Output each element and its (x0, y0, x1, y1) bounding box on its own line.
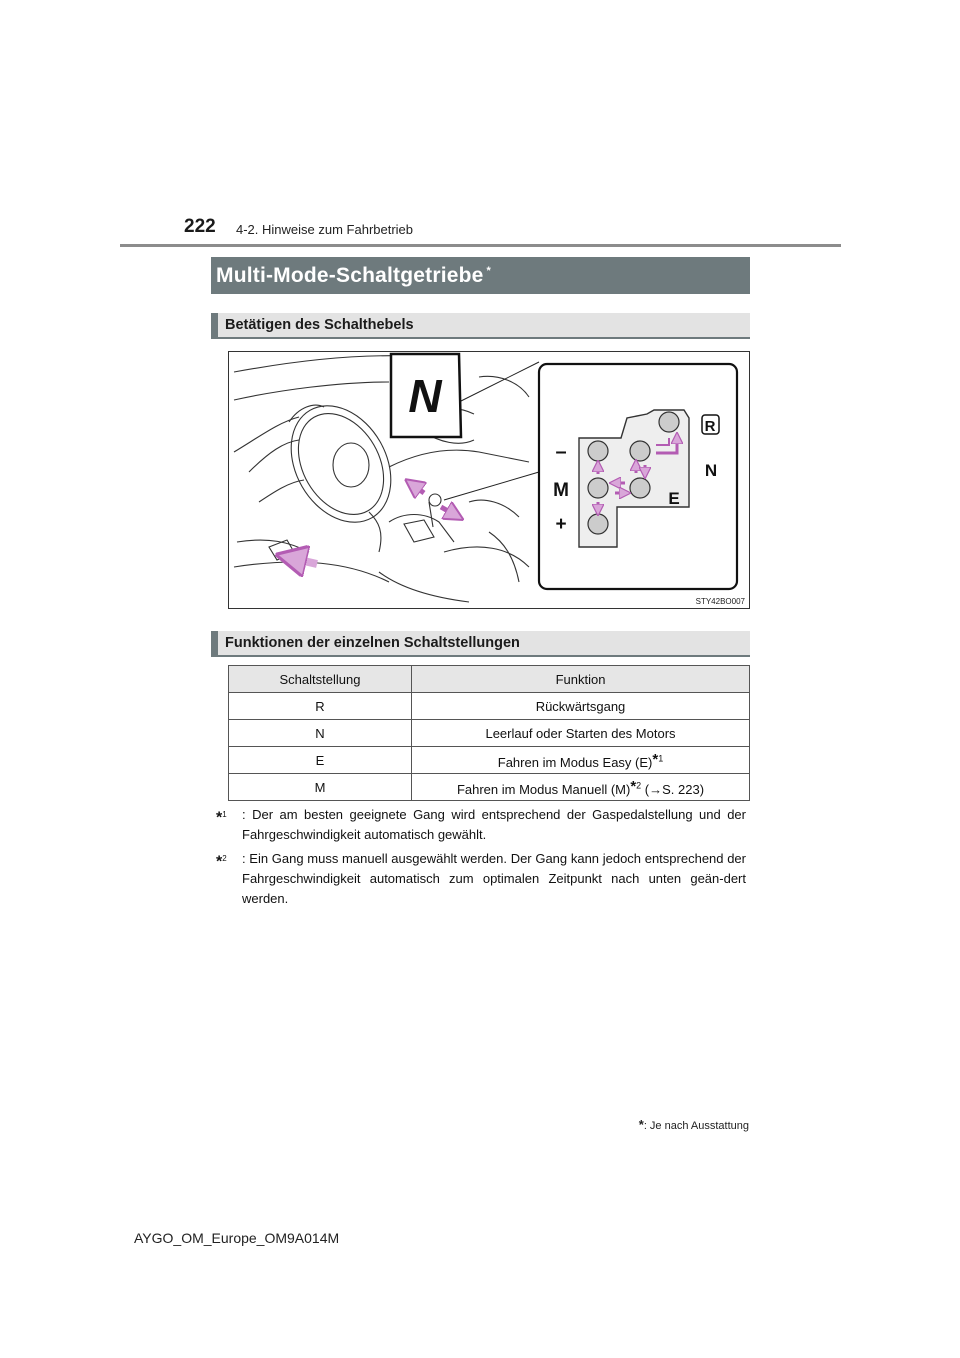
footnote-ref: 2 (636, 780, 642, 791)
table-header-row (229, 666, 750, 693)
brake-pedal-arrow (291, 558, 317, 564)
table-cell-position: N (229, 720, 412, 747)
header-rule (120, 244, 841, 247)
gate-m (588, 478, 608, 498)
shift-gate-inset (539, 364, 737, 589)
table-cell-function: Leerlauf oder Starten des Motors (412, 720, 750, 747)
page-number: 222 (184, 216, 216, 237)
table-cell-function: Fahren im Modus Manuell (M)*$^2$ (→S. 223) (412, 774, 750, 801)
table-cell-position: M (229, 774, 412, 801)
title-bar (211, 257, 750, 294)
gate-e (630, 478, 650, 498)
table-row (229, 747, 750, 774)
footnote-1: *$^1$ : Der am besten geeignete Gang wird entsprechend der Gaspedalstellung und der Fahrgeschwindigkeit automatisch gewählt. (216, 807, 746, 842)
page-title: Multi-Mode-Schaltgetriebe * (216, 263, 491, 287)
table-cell-position: E (229, 747, 412, 774)
gate-label-plus: + (555, 514, 567, 535)
figure-code: STY42BO007 (695, 597, 745, 606)
gate-label-e: E (668, 489, 680, 508)
display-letter: N (408, 370, 442, 422)
shift-lever-figure (228, 351, 750, 609)
gear-function-table (228, 665, 750, 801)
page-link[interactable]: (→S. 223) (641, 781, 705, 797)
title-asterisk: * (486, 264, 491, 277)
gate-plus (588, 514, 608, 534)
table-row (229, 720, 750, 747)
subheading-functions (211, 631, 750, 657)
footnote-star: * (630, 777, 637, 795)
gate-label-minus: – (555, 441, 567, 463)
section-reference: 4-2. Hinweise zum Fahrbetrieb (236, 222, 414, 237)
gate-label-r: R (704, 418, 716, 435)
shift-lever-illustration (229, 352, 749, 608)
table-row (229, 774, 750, 801)
subheading-operation-text: Betätigen des Schalthebels (225, 317, 414, 333)
table-header-function: Funktion (412, 666, 750, 693)
table-header-position: Schaltstellung (229, 666, 412, 693)
equipment-note: *: Je nach Ausstattung (638, 1117, 749, 1132)
display-inset (391, 354, 461, 437)
gate-r (659, 412, 679, 432)
table-cell-function: Rückwärtsgang (412, 693, 750, 720)
footnote-2: *$^2$ : Ein Gang muss manuell ausgewählt werden. Der Gang kann jedoch entsprechend der Fahrgeschwindigkeit automatisch zum optimalen Zeitpunkt nach unten geän-dert werden. (216, 851, 746, 906)
footnote-star: * (652, 750, 659, 768)
gate-label-n: N (704, 461, 718, 480)
table-cell-position: R (229, 693, 412, 720)
footnote-ref: 1 (658, 753, 664, 764)
table-cell-function: Fahren im Modus Easy (E)*$^1$ (412, 747, 750, 774)
gate-label-m: M (553, 480, 569, 501)
gate-n (630, 441, 650, 461)
subheading-operation (211, 313, 750, 339)
table-row (229, 693, 750, 720)
footer-document-code: AYGO_OM_Europe_OM9A014M (134, 1230, 340, 1246)
gate-minus (588, 441, 608, 461)
subheading-functions-text: Funktionen der einzelnen Schaltstellungen (225, 635, 520, 651)
cockpit-drawing (234, 356, 529, 602)
